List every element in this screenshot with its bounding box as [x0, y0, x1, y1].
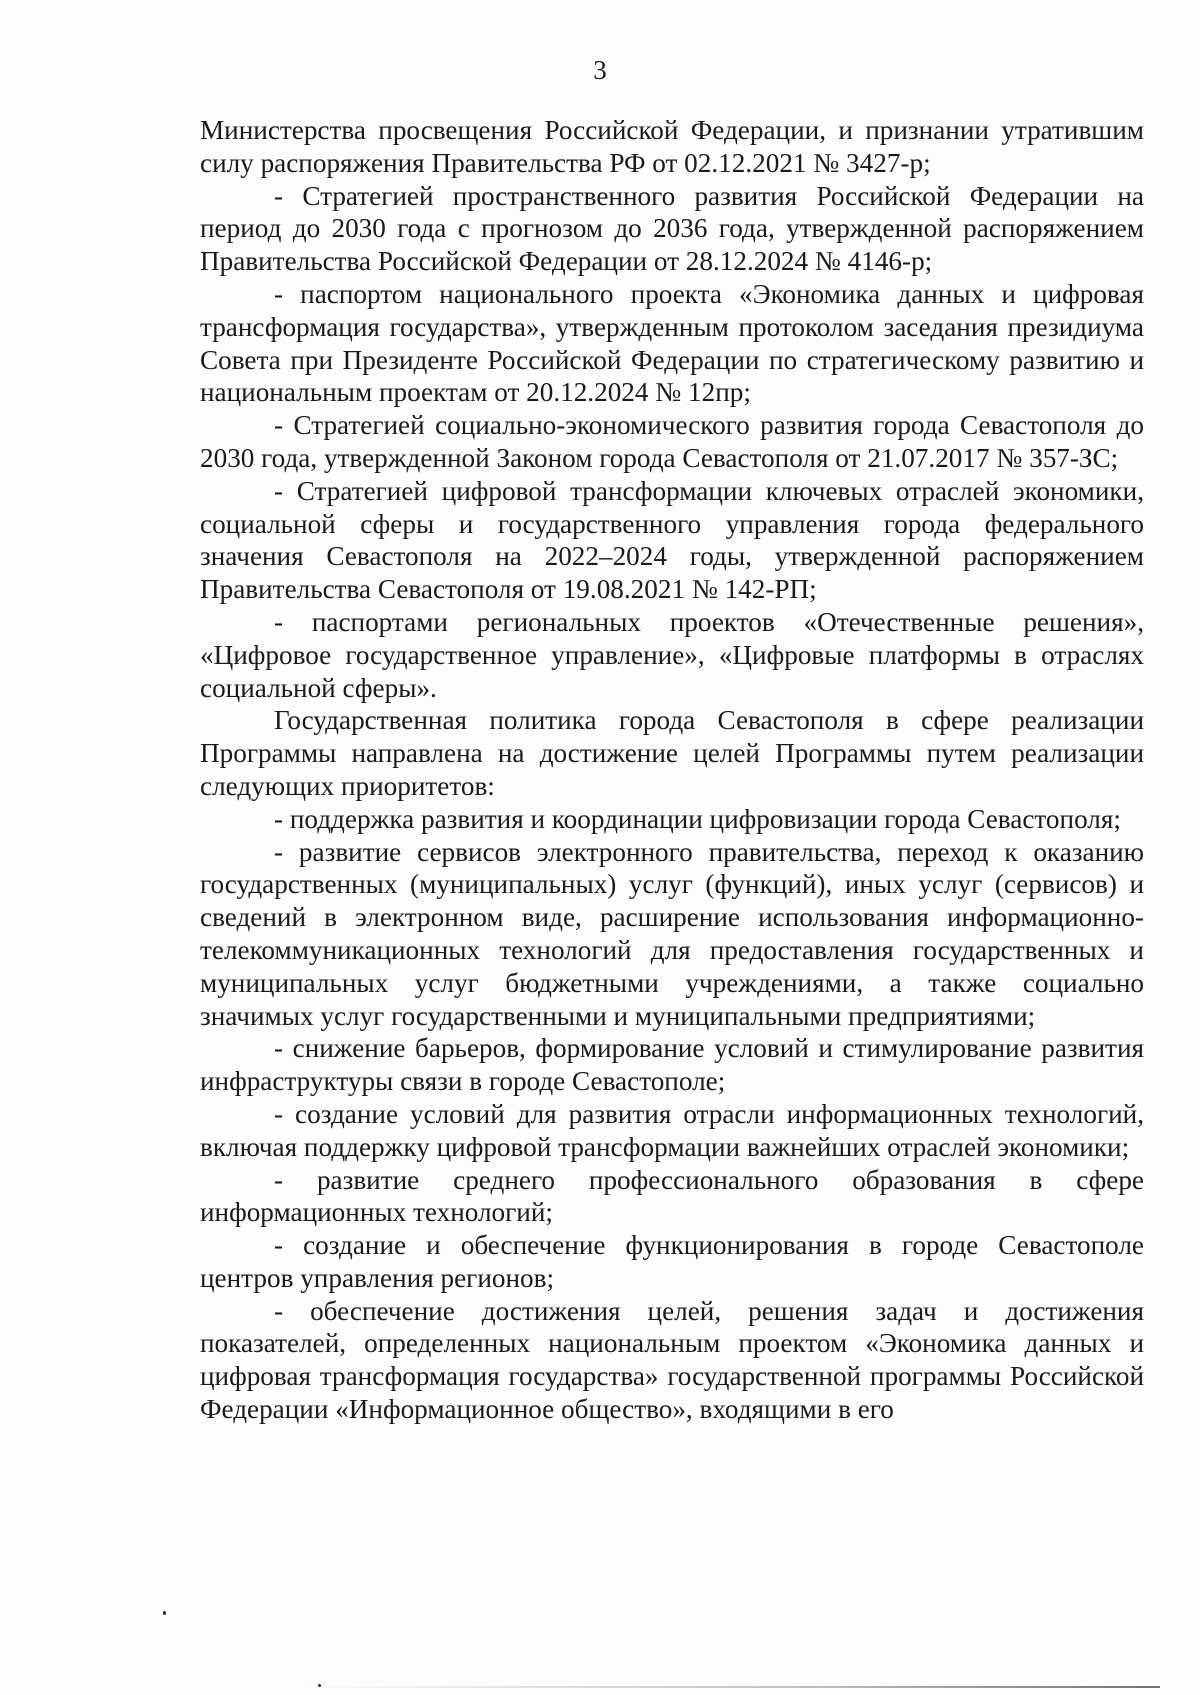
paragraph: - создание условий для развития отрасли информационных технологий, включая поддержку цифровой трансформации важнейших отраслей экономики; — [200, 1098, 1144, 1162]
paragraph: - паспортом национального проекта «Экономика данных и цифровая трансформация государства», утвержденным протоколом заседания президиума Совета при Президенте Российской Федерации по стратегическому развитию и национальным проектам от 20.12.2024 № 12пр; — [200, 278, 1144, 408]
paragraph: - Стратегией социально-экономического развития города Севастополя до 2030 года, утвержденной Законом города Севастополя от 21.07.2017 № 357-ЗС; — [200, 410, 1144, 473]
paragraph: Министерства просвещения Российской Федерации, и признании утратившим силу распоряжения Правительства РФ от 02.12.2021 № 3427-р; — [200, 115, 1144, 178]
paragraph: - обеспечение достижения целей, решения задач и достижения показателей, определенных национальным проектом «Экономика данных и цифровая трансформация государства» государственной программы Российской Федерации «Информационное общество», входящими в его — [200, 1295, 1144, 1425]
paragraph: - поддержка развития и координации цифровизации города Севастополя; — [274, 803, 1121, 834]
paragraph: - снижение барьеров, формирование условий и стимулирование развития инфраструктуры связи в городе Севастополе; — [200, 1033, 1144, 1097]
page-number: 3 — [593, 55, 607, 85]
paragraph: - Стратегией пространственного развития Российской Федерации на период до 2030 года с прогнозом до 2036 года, утвержденной распоряжением Правительства Российской Федерации от 28.12.2024 № 4146-р; — [200, 180, 1144, 277]
paragraph: - Стратегией цифровой трансформации ключевых отраслей экономики, социальной сферы и государственного управления города федерального значения Севастополя на 2022–2024 годы, утвержденной распоряжением Правительства Севастополя от 19.08.2021 № 142-РП; — [200, 475, 1144, 605]
paragraph: - развитие среднего профессионального образования в сфере информационных технологий; — [200, 1164, 1144, 1228]
paragraph: - развитие сервисов электронного правительства, переход к оказанию государственных (муниципальных) услуг (функций), иных услуг (сервисов) и сведений в электронном виде, расширение использования информационно-телекоммуникационных технологий для предоставления государственных и муниципальных услуг бюджетными учреждениями, а также социально значимых услуг государственными и муниципальными предприятиями; — [200, 836, 1144, 1031]
paragraph: Государственная политика города Севастополя в сфере реализации Программы направлена на достижение целей Программы путем реализации следующих приоритетов: — [200, 705, 1144, 801]
scan-speck — [163, 1611, 166, 1615]
paragraph: - паспортами региональных проектов «Отечественные решения», «Цифровое государственное управление», «Цифровые платформы в отраслях социальной сферы». — [200, 606, 1144, 703]
document-body — [200, 114, 1144, 1426]
scan-bottom-edge — [300, 1686, 1160, 1688]
paragraph: - создание и обеспечение функционирования в городе Севастополе центров управления регионов; — [200, 1230, 1144, 1293]
